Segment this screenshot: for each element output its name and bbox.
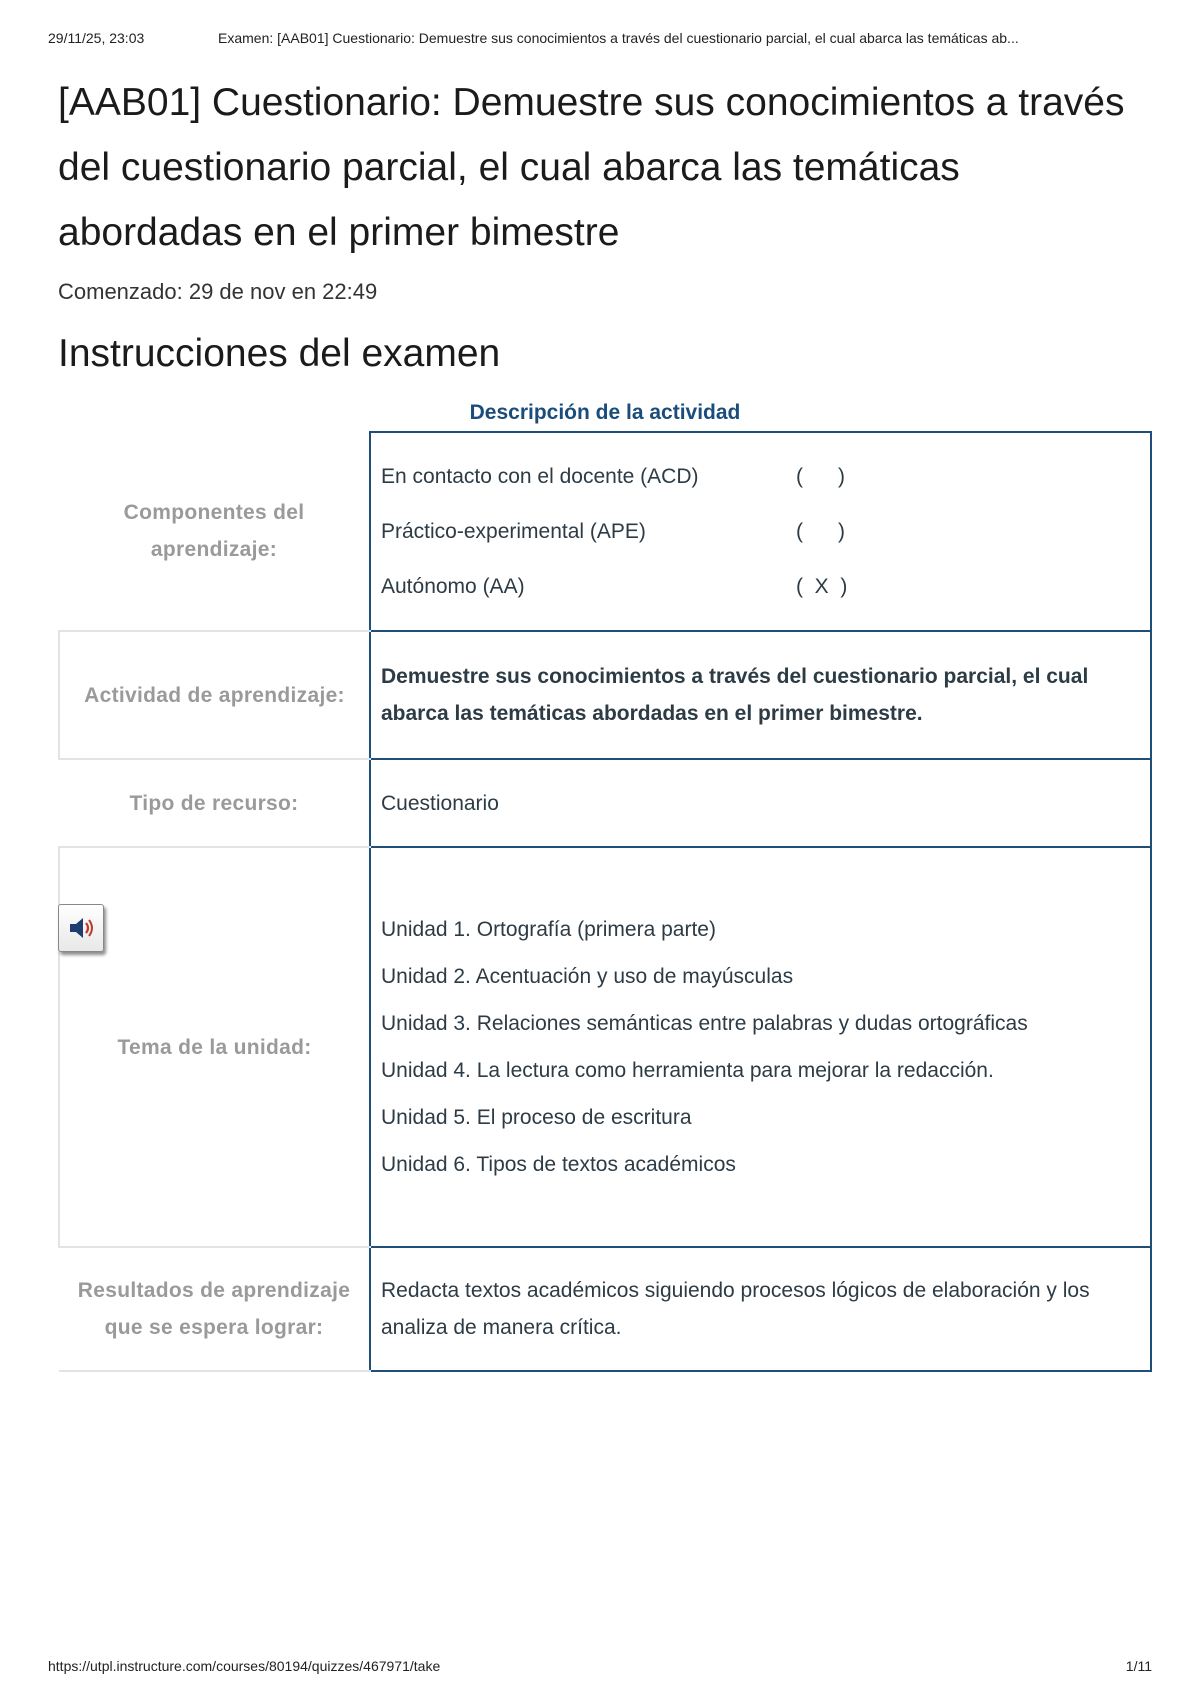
component-name: Práctico-experimental (APE): [381, 520, 646, 543]
component-item: [381, 504, 1140, 559]
speaker-icon[interactable]: [58, 904, 104, 952]
activity-description-heading-text: Descripción de la actividad: [469, 401, 741, 424]
outcomes-value: Redacta textos académicos siguiendo procesos lógicos de elaboración y los analiza de manera crítica.: [370, 1247, 1151, 1371]
unit-topic-label: Tema de la unidad:: [117, 1035, 312, 1059]
unit-item: Unidad 3. Relaciones semánticas entre palabras y dudas ortográficas: [381, 1012, 1028, 1035]
components-value: [370, 432, 1151, 631]
unit-topic-value: [370, 847, 1151, 1247]
unit-item: Unidad 2. Acentuación y uso de mayúsculas: [381, 965, 794, 988]
print-url[interactable]: https://utpl.instructure.com/courses/80194/quizzes/467971/take: [48, 1658, 441, 1674]
print-datetime: 29/11/25, 23:03: [48, 30, 145, 46]
unit-topic-cell: [59, 847, 370, 1247]
component-mark: ( ): [796, 520, 845, 543]
quiz-title: [AAB01] Cuestionario: Demuestre sus conocimientos a través del cuestionario parcial, el cual abarca las temáticas abordadas en el primer bimestre: [58, 81, 1125, 254]
component-name: En contacto con el docente (ACD): [381, 465, 699, 488]
learning-activity-value: Demuestre sus conocimientos a través del cuestionario parcial, el cual abarca las temáticas abordadas en el primer bimestre.: [370, 631, 1151, 759]
unit-topic-row: [59, 847, 1151, 1247]
component-mark: ( ): [796, 465, 845, 488]
quiz-content: [58, 70, 1152, 1372]
resource-type-label: Tipo de recurso:: [59, 759, 370, 847]
learning-activity-row: [59, 631, 1151, 759]
outcomes-label: Resultados de aprendizaje que se espera lograr:: [59, 1247, 370, 1371]
component-item: [381, 559, 1140, 614]
unit-item: Unidad 4. La lectura como herramienta para mejorar la redacción.: [381, 1059, 994, 1082]
components-label: Componentes del aprendizaje:: [59, 432, 370, 631]
learning-activity-label: Actividad de aprendizaje:: [59, 631, 370, 759]
resource-type-row: [59, 759, 1151, 847]
component-item: [381, 449, 1140, 504]
activity-description-heading: [58, 401, 1152, 425]
speaker-icon-graphic: [66, 913, 96, 943]
print-footer: [48, 1658, 1152, 1674]
resource-type-value: Cuestionario: [370, 759, 1151, 847]
activity-table: [58, 431, 1152, 1372]
print-header: [48, 30, 1152, 46]
unit-item: Unidad 5. El proceso de escritura: [381, 1106, 692, 1129]
unit-item: Unidad 1. Ortografía (primera parte): [381, 918, 716, 941]
component-name: Autónomo (AA): [381, 575, 525, 598]
components-row: [59, 432, 1151, 631]
print-page-number: 1/11: [1125, 1658, 1152, 1674]
outcomes-row: [59, 1247, 1151, 1371]
print-document-title: Examen: [AAB01] Cuestionario: Demuestre sus conocimientos a través del cuestionario parcial, el cual abarca las temáticas ab...: [218, 30, 1019, 46]
quiz-started-at: Comenzado: 29 de nov en 22:49: [58, 279, 378, 304]
instructions-heading: Instrucciones del examen: [58, 332, 501, 375]
component-mark: ( X ): [796, 575, 848, 598]
unit-item: Unidad 6. Tipos de textos académicos: [381, 1153, 736, 1176]
